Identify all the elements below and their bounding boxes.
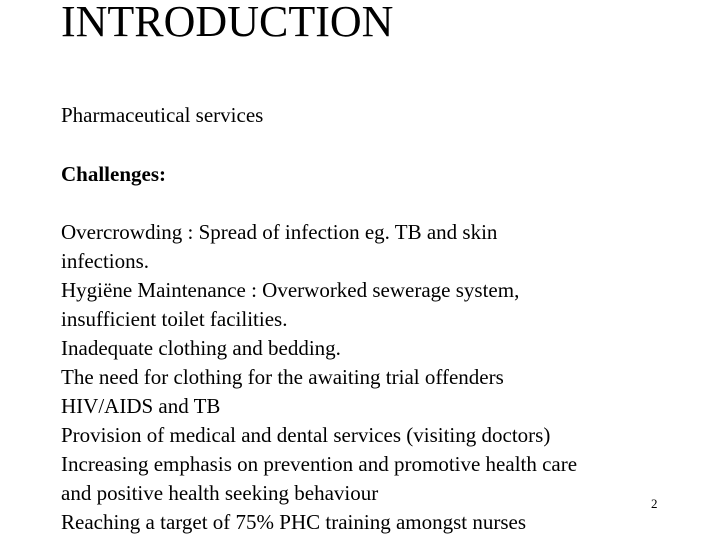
challenges-list bbox=[61, 218, 701, 537]
body-line: Hygiëne Maintenance : Overworked sewerage system, bbox=[61, 278, 520, 302]
slide-subtitle: Pharmaceutical services bbox=[61, 103, 264, 127]
body-line: Inadequate clothing and bedding. bbox=[61, 336, 341, 360]
body-line: Provision of medical and dental services (visiting doctors) bbox=[61, 423, 551, 447]
challenges-heading: Challenges: bbox=[61, 162, 166, 186]
page-number: 2 bbox=[651, 496, 658, 511]
slide-title: INTRODUCTION bbox=[61, 0, 394, 46]
body-line: infections. bbox=[61, 249, 150, 273]
body-line: insufficient toilet facilities. bbox=[61, 307, 288, 331]
body-line: Increasing emphasis on prevention and promotive health care bbox=[61, 452, 578, 476]
body-line: Overcrowding : Spread of infection eg. TB and skin bbox=[61, 220, 498, 244]
body-line: and positive health seeking behaviour bbox=[61, 481, 379, 505]
body-line: HIV/AIDS and TB bbox=[61, 394, 221, 418]
body-line: Reaching a target of 75% PHC training amongst nurses bbox=[61, 510, 527, 534]
body-line: The need for clothing for the awaiting trial offenders bbox=[61, 365, 504, 389]
